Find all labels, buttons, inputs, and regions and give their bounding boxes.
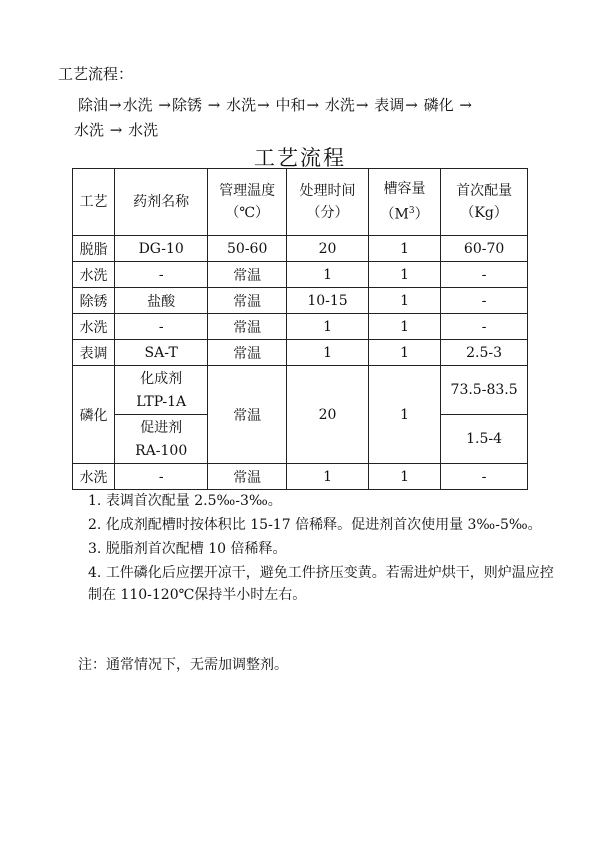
cell-volume: 1: [368, 340, 440, 366]
flow-line-1: [78, 94, 473, 115]
cell-agent: SA-T: [115, 340, 208, 366]
flow-step: 磷化: [423, 96, 454, 114]
cell-temp: 常温: [208, 366, 287, 464]
header-dosage-label: 首次配量: [456, 183, 513, 199]
note-text: 工件磷化后应摆开凉干，避免工件挤压变黄。若需进炉烘干，则炉温应控制在 110-120℃保持半小时左右。: [88, 565, 554, 603]
cell-volume: 1: [368, 464, 440, 490]
cell-agent2-line1: 促进剂: [115, 415, 208, 440]
arrow-icon: →: [257, 96, 270, 114]
cell-agent2-line2: RA-100: [115, 439, 208, 464]
cell-volume: 1: [368, 262, 440, 288]
header-volume-label: 槽容量: [383, 181, 426, 198]
note-number: 1.: [88, 493, 102, 509]
cell-time: 20: [287, 366, 369, 464]
flow-step: 水洗: [128, 121, 159, 139]
arrow-icon: →: [459, 96, 472, 114]
cell-time: 10-15: [287, 288, 369, 314]
cell-volume: 1: [368, 236, 440, 262]
table-row-phosphating: [73, 366, 528, 391]
cell-time: 1: [287, 340, 369, 366]
flow-step: 中和: [275, 96, 306, 114]
note-text: 化成剂配槽时按体积比 15-17 倍稀释。促进剂首次使用量 3‰-5‰。: [105, 517, 542, 533]
note-item: [88, 562, 558, 606]
note-text: 表调首次配量 2.5‰-3‰。: [105, 493, 282, 509]
cell-dosage1: 73.5-83.5: [441, 366, 528, 415]
flow-step: 水洗: [226, 96, 257, 114]
note-number: 3.: [88, 541, 102, 557]
note-text: 脱脂剂首次配槽 10 倍稀释。: [105, 541, 287, 557]
cell-process: 水洗: [73, 464, 115, 490]
table-title: 工艺流程: [254, 146, 346, 170]
cell-dosage: -: [441, 288, 528, 314]
cell-volume: 1: [368, 314, 440, 340]
cell-temp: 常温: [208, 464, 287, 490]
cell-dosage: 60-70: [441, 236, 528, 262]
cell-process: 水洗: [73, 262, 115, 288]
flow-step: 水洗: [74, 121, 105, 139]
note-item: [88, 514, 558, 536]
table-row: [73, 262, 528, 288]
cell-process: 除锈: [73, 288, 115, 314]
cell-temp: 常温: [208, 262, 287, 288]
cell-temp: 常温: [208, 340, 287, 366]
table-row: [73, 288, 528, 314]
table-row: [73, 236, 528, 262]
note-number: 2.: [88, 517, 102, 533]
cell-dosage: -: [441, 262, 528, 288]
cell-volume: 1: [368, 366, 440, 464]
header-temp-unit: （℃）: [225, 205, 270, 221]
arrow-icon: →: [207, 96, 221, 114]
arrow-icon: →: [158, 96, 171, 114]
cell-dosage: -: [441, 314, 528, 340]
cell-time: 1: [287, 262, 369, 288]
note-item: [88, 538, 558, 560]
header-temp: [208, 169, 287, 236]
cell-agent: -: [115, 314, 208, 340]
flow-step: 除油: [78, 96, 109, 114]
cell-process: 水洗: [73, 314, 115, 340]
cell-dosage2: 1.5-4: [441, 415, 528, 464]
header-volume-close: ）: [414, 206, 429, 223]
cell-temp: 常温: [208, 314, 287, 340]
header-time: [287, 169, 369, 236]
header-dosage: [441, 169, 528, 236]
cell-time: 20: [287, 236, 369, 262]
arrow-icon: →: [355, 96, 369, 114]
header-volume: [368, 169, 440, 236]
cell-dosage: -: [441, 464, 528, 490]
cell-temp: 50-60: [208, 236, 287, 262]
flow-step: 表调: [374, 96, 405, 114]
table-row: [73, 314, 528, 340]
cell-agent1-line1: 化成剂: [115, 366, 208, 391]
cell-time: 1: [287, 464, 369, 490]
cell-agent: DG-10: [115, 236, 208, 262]
cell-agent1-line2: LTP-1A: [115, 390, 208, 415]
cell-agent: 盐酸: [115, 288, 208, 314]
header-volume-sup: 3: [408, 206, 415, 217]
cell-temp: 常温: [208, 288, 287, 314]
header-volume-unit: （M: [380, 206, 409, 223]
flow-line-2: [74, 119, 158, 140]
header-process: 工艺: [73, 169, 115, 236]
cell-time: 1: [287, 314, 369, 340]
remark: 注：通常情况下，无需加调整剂。: [78, 657, 288, 673]
header-time-label: 处理时间: [299, 183, 356, 199]
cell-agent: -: [115, 464, 208, 490]
table-header-row: [73, 169, 528, 236]
cell-process: 表调: [73, 340, 115, 366]
table-row: [73, 464, 528, 490]
arrow-icon: →: [405, 96, 418, 114]
note-item: [88, 490, 558, 512]
arrow-icon: →: [109, 121, 123, 139]
note-number: 4.: [88, 565, 102, 581]
header-agent: 药剂名称: [115, 169, 208, 236]
arrow-icon: →: [109, 96, 122, 114]
cell-agent: -: [115, 262, 208, 288]
cell-process: 磷化: [73, 366, 115, 464]
flow-step: 水洗: [324, 96, 355, 114]
cell-volume: 1: [368, 288, 440, 314]
notes-list: [88, 490, 558, 608]
cell-dosage: 2.5-3: [441, 340, 528, 366]
flow-step: 水洗: [122, 96, 153, 114]
process-table: [72, 168, 528, 490]
header-dosage-unit: （Kg）: [460, 205, 508, 221]
process-heading: 工艺流程：: [58, 65, 134, 83]
arrow-icon: →: [306, 96, 320, 114]
table-row: [73, 340, 528, 366]
cell-process: 脱脂: [73, 236, 115, 262]
flow-step: 除锈: [171, 96, 202, 114]
header-temp-label: 管理温度: [219, 183, 276, 199]
header-time-unit: （分）: [306, 205, 349, 221]
